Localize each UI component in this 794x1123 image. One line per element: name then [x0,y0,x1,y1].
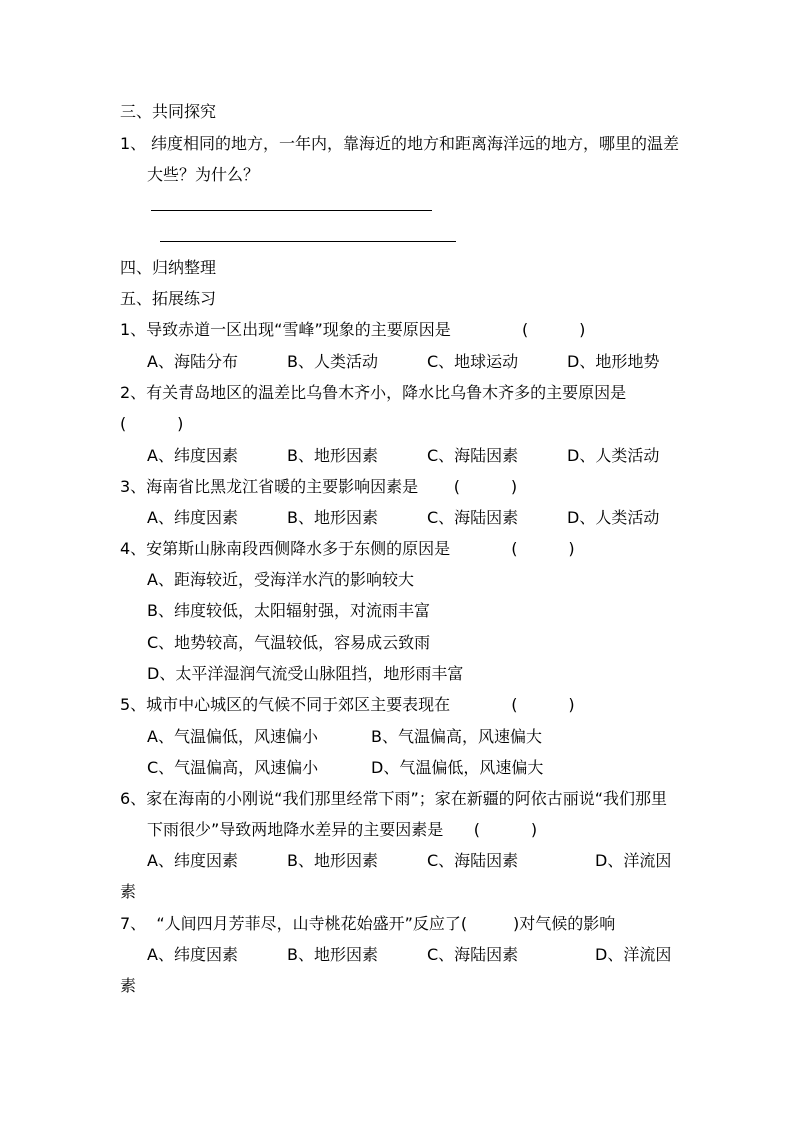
option-b: B、气温偏高，风速偏大 [371,727,542,746]
option-a: A、海陆分布 [147,352,238,371]
explore-question-line-2: 大些？为什么？ [147,165,260,184]
question-text-continued: 下雨很少”导致两地降水差异的主要因素是 ( ) [147,820,538,839]
option-a: A、纬度因素 [147,508,238,527]
question-text: 5、城市中心城区的气候不同于郊区主要表现在 ( ) [120,695,575,714]
option-c: C、地球运动 [427,352,519,371]
option-b: B、纬度较低，太阳辐射强，对流雨丰富 [147,601,430,620]
question-answer-bracket: ( ) [120,414,184,433]
option-d: D、洋流因 [595,945,672,964]
option-a: A、纬度因素 [147,446,238,465]
option-b: B、地形因素 [287,945,378,964]
section-heading-practice: 五、拓展练习 [120,289,217,308]
option-b: B、地形因素 [287,851,378,870]
answer-blank-line[interactable] [151,210,432,211]
option-c: C、海陆因素 [427,508,519,527]
question-text: 4、安第斯山脉南段西侧降水多于东侧的原因是 ( ) [120,539,575,558]
option-d: D、人类活动 [567,446,660,465]
option-d: D、地形地势 [567,352,660,371]
option-c: C、海陆因素 [427,945,519,964]
option-a: A、纬度因素 [147,851,238,870]
question-text: 6、家在海南的小刚说“我们那里经常下雨”；家在新疆的阿依古丽说“我们那里 [120,789,668,808]
option-d: D、人类活动 [567,508,660,527]
question-text: 2、有关青岛地区的温差比乌鲁木齐小，降水比乌鲁木齐多的主要原因是 [120,383,627,402]
option-c: C、海陆因素 [427,446,519,465]
question-text: 7、 “人间四月芳菲尽，山寺桃花始盛开”反应了( )对气候的影响 [120,914,616,933]
explore-question-number: 1、 [120,134,147,153]
option-a: A、纬度因素 [147,945,238,964]
option-b: B、地形因素 [287,508,378,527]
question-text: 3、海南省比黑龙江省暖的主要影响因素是 ( ) [120,477,518,496]
section-heading-explore: 三、共同探究 [120,102,217,121]
option-b: B、地形因素 [287,446,378,465]
option-d-wrap: 素 [120,976,137,995]
option-a: A、距海较近，受海洋水汽的影响较大 [147,570,414,589]
option-c: C、地势较高，气温较低，容易成云致雨 [147,633,431,652]
option-d: D、洋流因 [595,851,672,870]
option-c: C、气温偏高，风速偏小 [147,758,319,777]
option-c: C、海陆因素 [427,851,519,870]
option-d-wrap: 素 [120,882,137,901]
section-heading-summary: 四、归纳整理 [120,258,217,277]
option-d: D、太平洋湿润气流受山脉阻挡，地形雨丰富 [147,664,464,683]
question-text: 1、导致赤道一区出现“雪峰”现象的主要原因是 ( ) [120,320,586,339]
option-a: A、气温偏低，风速偏小 [147,727,318,746]
answer-blank-line[interactable] [160,241,456,242]
explore-question-line-1: 纬度相同的地方，一年内，靠海近的地方和距离海洋远的地方，哪里的温差 [151,134,680,153]
option-b: B、人类活动 [287,352,378,371]
option-d: D、气温偏低，风速偏大 [371,758,544,777]
